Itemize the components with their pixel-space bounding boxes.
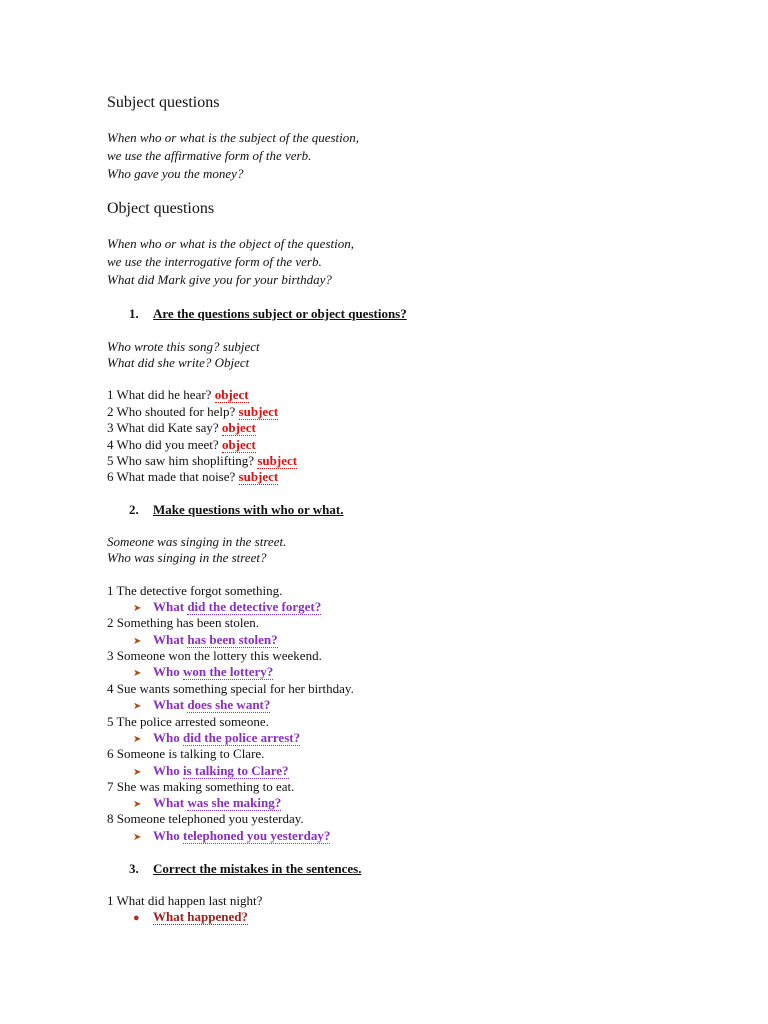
exercise-3-title [129,861,361,877]
exercise-2-sentence: 1 The detective forgot something. [107,583,283,598]
answer-object: object [221,437,256,452]
exercise-3-answer: ● What happened? [133,909,248,924]
exercise-1-item: 5 Who saw him shoplifting? subject [107,453,298,468]
object-rule-line-2: we use the interrogative form of the verb. [107,254,322,269]
exercise-2-sentence: 7 She was making something to eat. [107,779,295,794]
arrow-bullet-icon: ➤ [133,799,142,810]
object-questions-heading: Object questions [107,200,215,217]
exercise-2-answer: ➤ Who did the police arrest? [133,730,300,748]
exercise-1-item: 3 What did Kate say? object [107,420,256,435]
answer-subject: subject [238,404,279,419]
exercise-1-number: 1. [129,306,139,321]
subject-rule-line-1: When who or what is the subject of the question, [107,130,360,145]
exercise-3-sentence: 1 What did happen last night? [107,893,263,908]
subject-questions-heading: Subject questions [107,94,220,111]
exercise-1-example-1: Who wrote this song? subject [107,339,260,354]
arrow-bullet-icon: ➤ [133,668,142,679]
arrow-bullet-icon: ➤ [133,636,142,647]
exercise-1-title-text: Are the questions subject or object questions? [153,306,407,321]
exercise-2-example-2: Who was singing in the street? [107,550,267,565]
exercise-2-sentence: 5 The police arrested someone. [107,714,269,729]
answer-subject: subject [238,469,279,484]
subject-rule-line-2: we use the affirmative form of the verb. [107,148,312,163]
answer-object: object [214,387,249,402]
exercise-2-example-1: Someone was singing in the street. [107,534,287,549]
exercise-1-title [129,306,407,322]
exercise-2-number: 2. [129,502,139,517]
exercise-2-answer: ➤ Who won the lottery? [133,664,273,682]
answer-object: object [221,420,256,435]
exercise-2-answer: ➤ What does she want? [133,697,270,715]
exercise-2-answer: ➤ What has been stolen? [133,632,278,650]
exercise-1-item: 4 Who did you meet? object [107,437,256,452]
arrow-bullet-icon: ➤ [133,767,142,778]
exercise-1-item: 6 What made that noise? subject [107,469,279,484]
object-rule-line-1: When who or what is the object of the question, [107,236,354,251]
exercise-3-title-text: Correct the mistakes in the sentences. [153,861,362,876]
arrow-bullet-icon: ➤ [133,734,142,745]
exercise-2-answer: ➤ Who is talking to Clare? [133,763,289,781]
exercise-2-answer: ➤ Who telephoned you yesterday? [133,828,330,846]
exercise-2-sentence: 3 Someone won the lottery this weekend. [107,648,322,663]
arrow-bullet-icon: ➤ [133,701,142,712]
answer-subject: subject [257,453,298,468]
exercise-2-answer: ➤ What was she making? [133,795,281,813]
exercise-2-answer: ➤ What did the detective forget? [133,599,321,617]
subject-example: Who gave you the money? [107,166,244,181]
exercise-3-number: 3. [129,861,139,876]
exercise-1-example-2: What did she write? Object [107,355,250,370]
exercise-2-sentence: 6 Someone is talking to Clare. [107,746,265,761]
exercise-2-sentence: 8 Someone telephoned you yesterday. [107,811,304,826]
exercise-1-item: 1 What did he hear? object [107,387,249,402]
arrow-bullet-icon: ➤ [133,832,142,843]
exercise-2-title [129,502,343,518]
arrow-bullet-icon: ➤ [133,603,142,614]
exercise-2-sentence: 2 Something has been stolen. [107,615,260,630]
exercise-2-title-text: Make questions with who or what. [153,502,344,517]
exercise-2-sentence: 4 Sue wants something special for her birthday. [107,681,354,696]
dot-bullet-icon: ● [133,912,140,924]
object-example: What did Mark give you for your birthday? [107,272,332,287]
exercise-1-item: 2 Who shouted for help? subject [107,404,279,419]
